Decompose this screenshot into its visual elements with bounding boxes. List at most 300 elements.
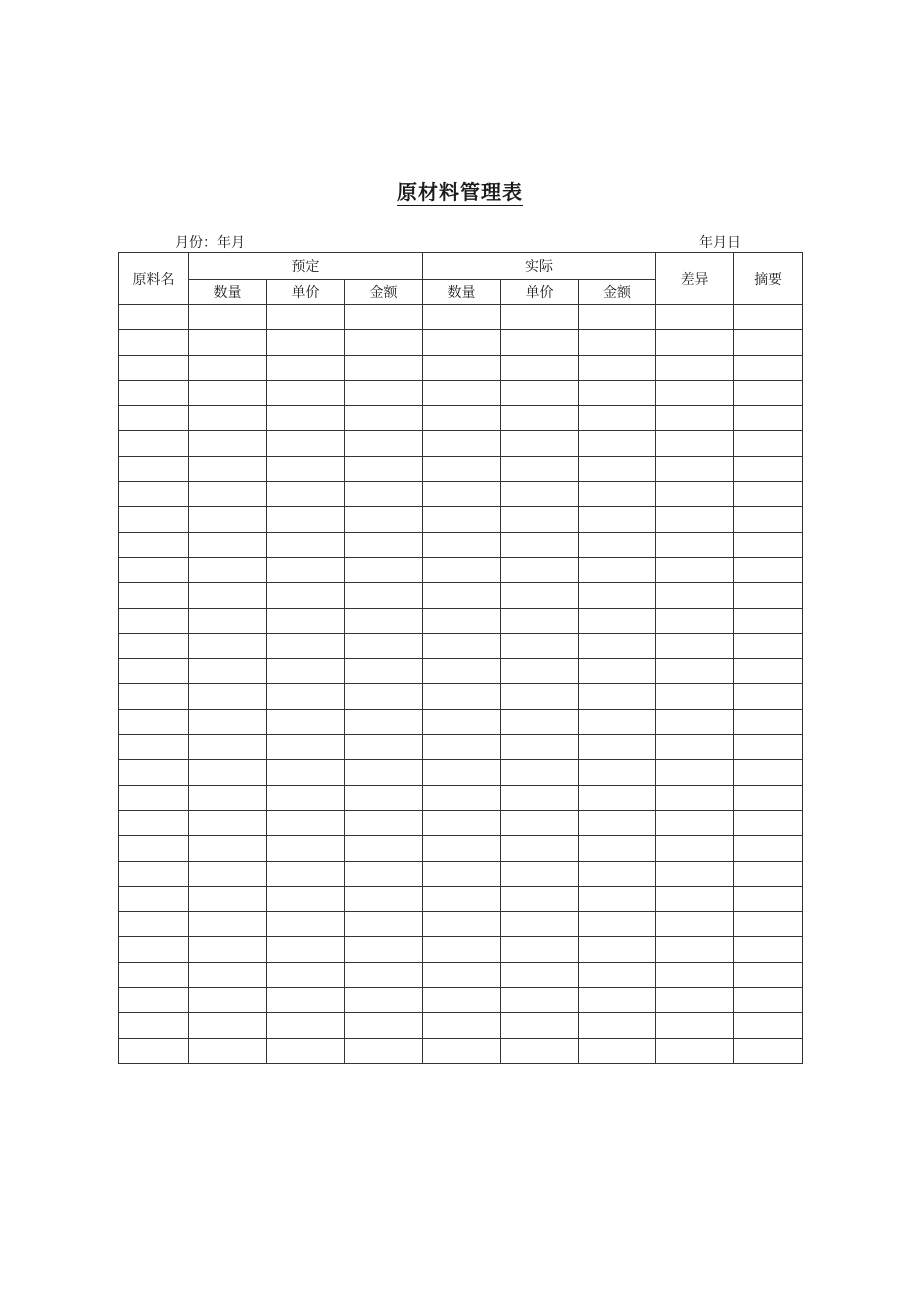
- difference-cell[interactable]: [656, 735, 734, 760]
- difference-cell[interactable]: [656, 836, 734, 861]
- planned-unit-price-cell[interactable]: [267, 1013, 345, 1038]
- remarks-cell[interactable]: [734, 785, 803, 810]
- remarks-cell[interactable]: [734, 735, 803, 760]
- material-name-cell[interactable]: [119, 886, 189, 911]
- planned-amount-cell[interactable]: [345, 785, 423, 810]
- planned-unit-price-cell[interactable]: [267, 760, 345, 785]
- header-actual-amount: 金额: [579, 280, 656, 305]
- planned-quantity-cell[interactable]: [189, 937, 267, 962]
- difference-cell[interactable]: [656, 532, 734, 557]
- actual-amount-cell[interactable]: [579, 912, 656, 937]
- actual-quantity-cell[interactable]: [423, 912, 501, 937]
- actual-quantity-cell[interactable]: [423, 532, 501, 557]
- actual-unit-price-cell[interactable]: [501, 886, 579, 911]
- actual-quantity-cell[interactable]: [423, 355, 501, 380]
- actual-quantity-cell[interactable]: [423, 633, 501, 658]
- actual-quantity-cell[interactable]: [423, 810, 501, 835]
- actual-unit-price-cell[interactable]: [501, 684, 579, 709]
- actual-amount-cell[interactable]: [579, 1013, 656, 1038]
- actual-quantity-cell[interactable]: [423, 886, 501, 911]
- planned-unit-price-cell[interactable]: [267, 709, 345, 734]
- remarks-cell[interactable]: [734, 355, 803, 380]
- planned-unit-price-cell[interactable]: [267, 633, 345, 658]
- table-row: [119, 608, 803, 633]
- remarks-cell[interactable]: [734, 836, 803, 861]
- table-row: [119, 431, 803, 456]
- actual-unit-price-cell[interactable]: [501, 735, 579, 760]
- planned-unit-price-cell[interactable]: [267, 355, 345, 380]
- actual-amount-cell[interactable]: [579, 810, 656, 835]
- actual-unit-price-cell[interactable]: [501, 380, 579, 405]
- planned-unit-price-cell[interactable]: [267, 962, 345, 987]
- actual-unit-price-cell[interactable]: [501, 355, 579, 380]
- actual-unit-price-cell[interactable]: [501, 836, 579, 861]
- planned-amount-cell[interactable]: [345, 684, 423, 709]
- material-name-cell[interactable]: [119, 988, 189, 1013]
- planned-unit-price-cell[interactable]: [267, 861, 345, 886]
- actual-amount-cell[interactable]: [579, 709, 656, 734]
- remarks-cell[interactable]: [734, 861, 803, 886]
- planned-amount-cell[interactable]: [345, 735, 423, 760]
- difference-cell[interactable]: [656, 760, 734, 785]
- actual-unit-price-cell[interactable]: [501, 633, 579, 658]
- planned-unit-price-cell[interactable]: [267, 456, 345, 481]
- difference-cell[interactable]: [656, 886, 734, 911]
- planned-quantity-cell[interactable]: [189, 532, 267, 557]
- planned-unit-price-cell[interactable]: [267, 431, 345, 456]
- actual-amount-cell[interactable]: [579, 305, 656, 330]
- actual-quantity-cell[interactable]: [423, 456, 501, 481]
- planned-quantity-cell[interactable]: [189, 355, 267, 380]
- actual-amount-cell[interactable]: [579, 937, 656, 962]
- planned-amount-cell[interactable]: [345, 912, 423, 937]
- remarks-cell[interactable]: [734, 937, 803, 962]
- difference-cell[interactable]: [656, 1013, 734, 1038]
- remarks-cell[interactable]: [734, 1013, 803, 1038]
- remarks-cell[interactable]: [734, 684, 803, 709]
- planned-amount-cell[interactable]: [345, 709, 423, 734]
- difference-cell[interactable]: [656, 861, 734, 886]
- date-field: 年月日: [699, 235, 741, 251]
- actual-amount-cell[interactable]: [579, 482, 656, 507]
- header-material-name: 原料名: [119, 253, 189, 305]
- planned-quantity-cell[interactable]: [189, 1038, 267, 1063]
- planned-amount-cell[interactable]: [345, 962, 423, 987]
- planned-amount-cell[interactable]: [345, 456, 423, 481]
- planned-amount-cell[interactable]: [345, 507, 423, 532]
- material-name-cell[interactable]: [119, 532, 189, 557]
- actual-unit-price-cell[interactable]: [501, 557, 579, 582]
- planned-amount-cell[interactable]: [345, 355, 423, 380]
- material-name-cell[interactable]: [119, 861, 189, 886]
- planned-quantity-cell[interactable]: [189, 810, 267, 835]
- planned-amount-cell[interactable]: [345, 760, 423, 785]
- header-actual-unit-price: 单价: [501, 280, 579, 305]
- remarks-cell[interactable]: [734, 633, 803, 658]
- planned-amount-cell[interactable]: [345, 1013, 423, 1038]
- actual-quantity-cell[interactable]: [423, 937, 501, 962]
- planned-quantity-cell[interactable]: [189, 406, 267, 431]
- material-name-cell[interactable]: [119, 608, 189, 633]
- planned-quantity-cell[interactable]: [189, 431, 267, 456]
- actual-amount-cell[interactable]: [579, 988, 656, 1013]
- actual-unit-price-cell[interactable]: [501, 709, 579, 734]
- material-name-cell[interactable]: [119, 330, 189, 355]
- remarks-cell[interactable]: [734, 962, 803, 987]
- table-row: [119, 912, 803, 937]
- material-name-cell[interactable]: [119, 937, 189, 962]
- actual-amount-cell[interactable]: [579, 456, 656, 481]
- planned-unit-price-cell[interactable]: [267, 810, 345, 835]
- actual-unit-price-cell[interactable]: [501, 305, 579, 330]
- difference-cell[interactable]: [656, 355, 734, 380]
- planned-unit-price-cell[interactable]: [267, 406, 345, 431]
- planned-unit-price-cell[interactable]: [267, 684, 345, 709]
- difference-cell[interactable]: [656, 583, 734, 608]
- actual-quantity-cell[interactable]: [423, 507, 501, 532]
- remarks-cell[interactable]: [734, 305, 803, 330]
- difference-cell[interactable]: [656, 305, 734, 330]
- planned-quantity-cell[interactable]: [189, 684, 267, 709]
- actual-amount-cell[interactable]: [579, 608, 656, 633]
- planned-quantity-cell[interactable]: [189, 482, 267, 507]
- difference-cell[interactable]: [656, 709, 734, 734]
- planned-unit-price-cell[interactable]: [267, 886, 345, 911]
- difference-cell[interactable]: [656, 810, 734, 835]
- planned-quantity-cell[interactable]: [189, 633, 267, 658]
- material-name-cell[interactable]: [119, 684, 189, 709]
- planned-unit-price-cell[interactable]: [267, 1038, 345, 1063]
- planned-unit-price-cell[interactable]: [267, 608, 345, 633]
- actual-amount-cell[interactable]: [579, 532, 656, 557]
- planned-unit-price-cell[interactable]: [267, 937, 345, 962]
- actual-quantity-cell[interactable]: [423, 330, 501, 355]
- planned-quantity-cell[interactable]: [189, 709, 267, 734]
- material-name-cell[interactable]: [119, 810, 189, 835]
- planned-amount-cell[interactable]: [345, 380, 423, 405]
- remarks-cell[interactable]: [734, 760, 803, 785]
- material-name-cell[interactable]: [119, 912, 189, 937]
- actual-unit-price-cell[interactable]: [501, 988, 579, 1013]
- planned-unit-price-cell[interactable]: [267, 785, 345, 810]
- actual-quantity-cell[interactable]: [423, 482, 501, 507]
- material-name-cell[interactable]: [119, 633, 189, 658]
- header-planned-group: 预定: [189, 253, 423, 280]
- month-field: 月份：年月: [175, 235, 245, 251]
- planned-unit-price-cell[interactable]: [267, 836, 345, 861]
- table-body: [119, 305, 803, 1064]
- actual-amount-cell[interactable]: [579, 507, 656, 532]
- actual-amount-cell[interactable]: [579, 836, 656, 861]
- planned-amount-cell[interactable]: [345, 431, 423, 456]
- table-row: [119, 962, 803, 987]
- difference-cell[interactable]: [656, 962, 734, 987]
- actual-quantity-cell[interactable]: [423, 684, 501, 709]
- planned-quantity-cell[interactable]: [189, 659, 267, 684]
- remarks-cell[interactable]: [734, 532, 803, 557]
- table-row: [119, 937, 803, 962]
- difference-cell[interactable]: [656, 684, 734, 709]
- header-actual-quantity: 数量: [423, 280, 501, 305]
- table-row: [119, 684, 803, 709]
- planned-amount-cell[interactable]: [345, 532, 423, 557]
- remarks-cell[interactable]: [734, 557, 803, 582]
- actual-amount-cell[interactable]: [579, 355, 656, 380]
- actual-amount-cell[interactable]: [579, 735, 656, 760]
- actual-quantity-cell[interactable]: [423, 785, 501, 810]
- remarks-cell[interactable]: [734, 810, 803, 835]
- material-name-cell[interactable]: [119, 962, 189, 987]
- actual-unit-price-cell[interactable]: [501, 456, 579, 481]
- planned-amount-cell[interactable]: [345, 557, 423, 582]
- difference-cell[interactable]: [656, 608, 734, 633]
- remarks-cell[interactable]: [734, 330, 803, 355]
- material-name-cell[interactable]: [119, 1038, 189, 1063]
- actual-unit-price-cell[interactable]: [501, 659, 579, 684]
- planned-quantity-cell[interactable]: [189, 836, 267, 861]
- material-name-cell[interactable]: [119, 583, 189, 608]
- remarks-cell[interactable]: [734, 380, 803, 405]
- planned-quantity-cell[interactable]: [189, 861, 267, 886]
- difference-cell[interactable]: [656, 557, 734, 582]
- difference-cell[interactable]: [656, 406, 734, 431]
- remarks-cell[interactable]: [734, 709, 803, 734]
- actual-amount-cell[interactable]: [579, 633, 656, 658]
- planned-unit-price-cell[interactable]: [267, 557, 345, 582]
- actual-unit-price-cell[interactable]: [501, 785, 579, 810]
- planned-quantity-cell[interactable]: [189, 962, 267, 987]
- planned-unit-price-cell[interactable]: [267, 482, 345, 507]
- table-row: [119, 532, 803, 557]
- header-actual-group: 实际: [423, 253, 656, 280]
- table-row: [119, 709, 803, 734]
- planned-quantity-cell[interactable]: [189, 583, 267, 608]
- table-row: [119, 330, 803, 355]
- actual-quantity-cell[interactable]: [423, 861, 501, 886]
- material-name-cell[interactable]: [119, 785, 189, 810]
- remarks-cell[interactable]: [734, 886, 803, 911]
- actual-amount-cell[interactable]: [579, 380, 656, 405]
- actual-unit-price-cell[interactable]: [501, 962, 579, 987]
- table-row: [119, 1038, 803, 1063]
- planned-quantity-cell[interactable]: [189, 785, 267, 810]
- remarks-cell[interactable]: [734, 456, 803, 481]
- table-row: [119, 456, 803, 481]
- actual-amount-cell[interactable]: [579, 1038, 656, 1063]
- planned-quantity-cell[interactable]: [189, 760, 267, 785]
- planned-amount-cell[interactable]: [345, 659, 423, 684]
- actual-quantity-cell[interactable]: [423, 760, 501, 785]
- actual-unit-price-cell[interactable]: [501, 760, 579, 785]
- document-title: [0, 176, 920, 205]
- actual-amount-cell[interactable]: [579, 962, 656, 987]
- actual-unit-price-cell[interactable]: [501, 1013, 579, 1038]
- planned-amount-cell[interactable]: [345, 810, 423, 835]
- difference-cell[interactable]: [656, 912, 734, 937]
- table-row: [119, 583, 803, 608]
- planned-amount-cell[interactable]: [345, 836, 423, 861]
- planned-amount-cell[interactable]: [345, 988, 423, 1013]
- difference-cell[interactable]: [656, 633, 734, 658]
- planned-unit-price-cell[interactable]: [267, 330, 345, 355]
- actual-amount-cell[interactable]: [579, 684, 656, 709]
- actual-quantity-cell[interactable]: [423, 406, 501, 431]
- difference-cell[interactable]: [656, 456, 734, 481]
- actual-unit-price-cell[interactable]: [501, 330, 579, 355]
- planned-quantity-cell[interactable]: [189, 380, 267, 405]
- difference-cell[interactable]: [656, 380, 734, 405]
- material-name-cell[interactable]: [119, 709, 189, 734]
- actual-amount-cell[interactable]: [579, 861, 656, 886]
- actual-amount-cell[interactable]: [579, 557, 656, 582]
- actual-quantity-cell[interactable]: [423, 1013, 501, 1038]
- remarks-cell[interactable]: [734, 482, 803, 507]
- planned-quantity-cell[interactable]: [189, 608, 267, 633]
- table-row: [119, 305, 803, 330]
- remarks-cell[interactable]: [734, 507, 803, 532]
- actual-quantity-cell[interactable]: [423, 1038, 501, 1063]
- material-name-cell[interactable]: [119, 355, 189, 380]
- difference-cell[interactable]: [656, 482, 734, 507]
- actual-amount-cell[interactable]: [579, 785, 656, 810]
- material-name-cell[interactable]: [119, 659, 189, 684]
- actual-unit-price-cell[interactable]: [501, 532, 579, 557]
- actual-amount-cell[interactable]: [579, 659, 656, 684]
- difference-cell[interactable]: [656, 1038, 734, 1063]
- remarks-cell[interactable]: [734, 583, 803, 608]
- difference-cell[interactable]: [656, 785, 734, 810]
- material-name-cell[interactable]: [119, 456, 189, 481]
- planned-amount-cell[interactable]: [345, 482, 423, 507]
- planned-quantity-cell[interactable]: [189, 988, 267, 1013]
- planned-amount-cell[interactable]: [345, 305, 423, 330]
- material-name-cell[interactable]: [119, 406, 189, 431]
- planned-unit-price-cell[interactable]: [267, 659, 345, 684]
- actual-unit-price-cell[interactable]: [501, 583, 579, 608]
- planned-amount-cell[interactable]: [345, 1038, 423, 1063]
- planned-quantity-cell[interactable]: [189, 886, 267, 911]
- actual-unit-price-cell[interactable]: [501, 912, 579, 937]
- material-name-cell[interactable]: [119, 507, 189, 532]
- planned-unit-price-cell[interactable]: [267, 305, 345, 330]
- actual-quantity-cell[interactable]: [423, 305, 501, 330]
- planned-unit-price-cell[interactable]: [267, 507, 345, 532]
- actual-amount-cell[interactable]: [579, 886, 656, 911]
- actual-amount-cell[interactable]: [579, 760, 656, 785]
- actual-unit-price-cell[interactable]: [501, 406, 579, 431]
- actual-amount-cell[interactable]: [579, 330, 656, 355]
- actual-quantity-cell[interactable]: [423, 709, 501, 734]
- difference-cell[interactable]: [656, 330, 734, 355]
- table-row: [119, 659, 803, 684]
- actual-quantity-cell[interactable]: [423, 836, 501, 861]
- material-name-cell[interactable]: [119, 482, 189, 507]
- material-management-table: [118, 252, 803, 1064]
- planned-quantity-cell[interactable]: [189, 330, 267, 355]
- header-remarks: 摘要: [734, 253, 803, 305]
- planned-unit-price-cell[interactable]: [267, 912, 345, 937]
- planned-amount-cell[interactable]: [345, 633, 423, 658]
- actual-unit-price-cell[interactable]: [501, 861, 579, 886]
- actual-quantity-cell[interactable]: [423, 380, 501, 405]
- actual-unit-price-cell[interactable]: [501, 431, 579, 456]
- difference-cell[interactable]: [656, 659, 734, 684]
- difference-cell[interactable]: [656, 988, 734, 1013]
- remarks-cell[interactable]: [734, 431, 803, 456]
- planned-unit-price-cell[interactable]: [267, 988, 345, 1013]
- actual-unit-price-cell[interactable]: [501, 810, 579, 835]
- difference-cell[interactable]: [656, 431, 734, 456]
- planned-amount-cell[interactable]: [345, 406, 423, 431]
- planned-amount-cell[interactable]: [345, 861, 423, 886]
- actual-quantity-cell[interactable]: [423, 431, 501, 456]
- material-name-cell[interactable]: [119, 1013, 189, 1038]
- remarks-cell[interactable]: [734, 1038, 803, 1063]
- actual-amount-cell[interactable]: [579, 406, 656, 431]
- remarks-cell[interactable]: [734, 988, 803, 1013]
- planned-quantity-cell[interactable]: [189, 305, 267, 330]
- planned-amount-cell[interactable]: [345, 608, 423, 633]
- planned-amount-cell[interactable]: [345, 583, 423, 608]
- actual-quantity-cell[interactable]: [423, 583, 501, 608]
- material-name-cell[interactable]: [119, 380, 189, 405]
- material-name-cell[interactable]: [119, 735, 189, 760]
- planned-quantity-cell[interactable]: [189, 507, 267, 532]
- actual-quantity-cell[interactable]: [423, 988, 501, 1013]
- table-row: [119, 355, 803, 380]
- actual-quantity-cell[interactable]: [423, 557, 501, 582]
- material-name-cell[interactable]: [119, 836, 189, 861]
- actual-unit-price-cell[interactable]: [501, 507, 579, 532]
- actual-quantity-cell[interactable]: [423, 735, 501, 760]
- planned-quantity-cell[interactable]: [189, 1013, 267, 1038]
- planned-amount-cell[interactable]: [345, 937, 423, 962]
- planned-quantity-cell[interactable]: [189, 735, 267, 760]
- table-row: [119, 861, 803, 886]
- table-row: [119, 810, 803, 835]
- actual-unit-price-cell[interactable]: [501, 608, 579, 633]
- remarks-cell[interactable]: [734, 659, 803, 684]
- remarks-cell[interactable]: [734, 406, 803, 431]
- actual-quantity-cell[interactable]: [423, 659, 501, 684]
- planned-quantity-cell[interactable]: [189, 557, 267, 582]
- planned-amount-cell[interactable]: [345, 330, 423, 355]
- actual-amount-cell[interactable]: [579, 431, 656, 456]
- difference-cell[interactable]: [656, 937, 734, 962]
- material-name-cell[interactable]: [119, 760, 189, 785]
- actual-quantity-cell[interactable]: [423, 962, 501, 987]
- planned-amount-cell[interactable]: [345, 886, 423, 911]
- remarks-cell[interactable]: [734, 912, 803, 937]
- planned-unit-price-cell[interactable]: [267, 380, 345, 405]
- remarks-cell[interactable]: [734, 608, 803, 633]
- actual-unit-price-cell[interactable]: [501, 1038, 579, 1063]
- planned-unit-price-cell[interactable]: [267, 735, 345, 760]
- planned-unit-price-cell[interactable]: [267, 532, 345, 557]
- actual-amount-cell[interactable]: [579, 583, 656, 608]
- material-name-cell[interactable]: [119, 431, 189, 456]
- actual-quantity-cell[interactable]: [423, 608, 501, 633]
- table-row: [119, 633, 803, 658]
- difference-cell[interactable]: [656, 507, 734, 532]
- material-name-cell[interactable]: [119, 305, 189, 330]
- actual-unit-price-cell[interactable]: [501, 937, 579, 962]
- actual-unit-price-cell[interactable]: [501, 482, 579, 507]
- planned-quantity-cell[interactable]: [189, 912, 267, 937]
- material-name-cell[interactable]: [119, 557, 189, 582]
- planned-quantity-cell[interactable]: [189, 456, 267, 481]
- planned-unit-price-cell[interactable]: [267, 583, 345, 608]
